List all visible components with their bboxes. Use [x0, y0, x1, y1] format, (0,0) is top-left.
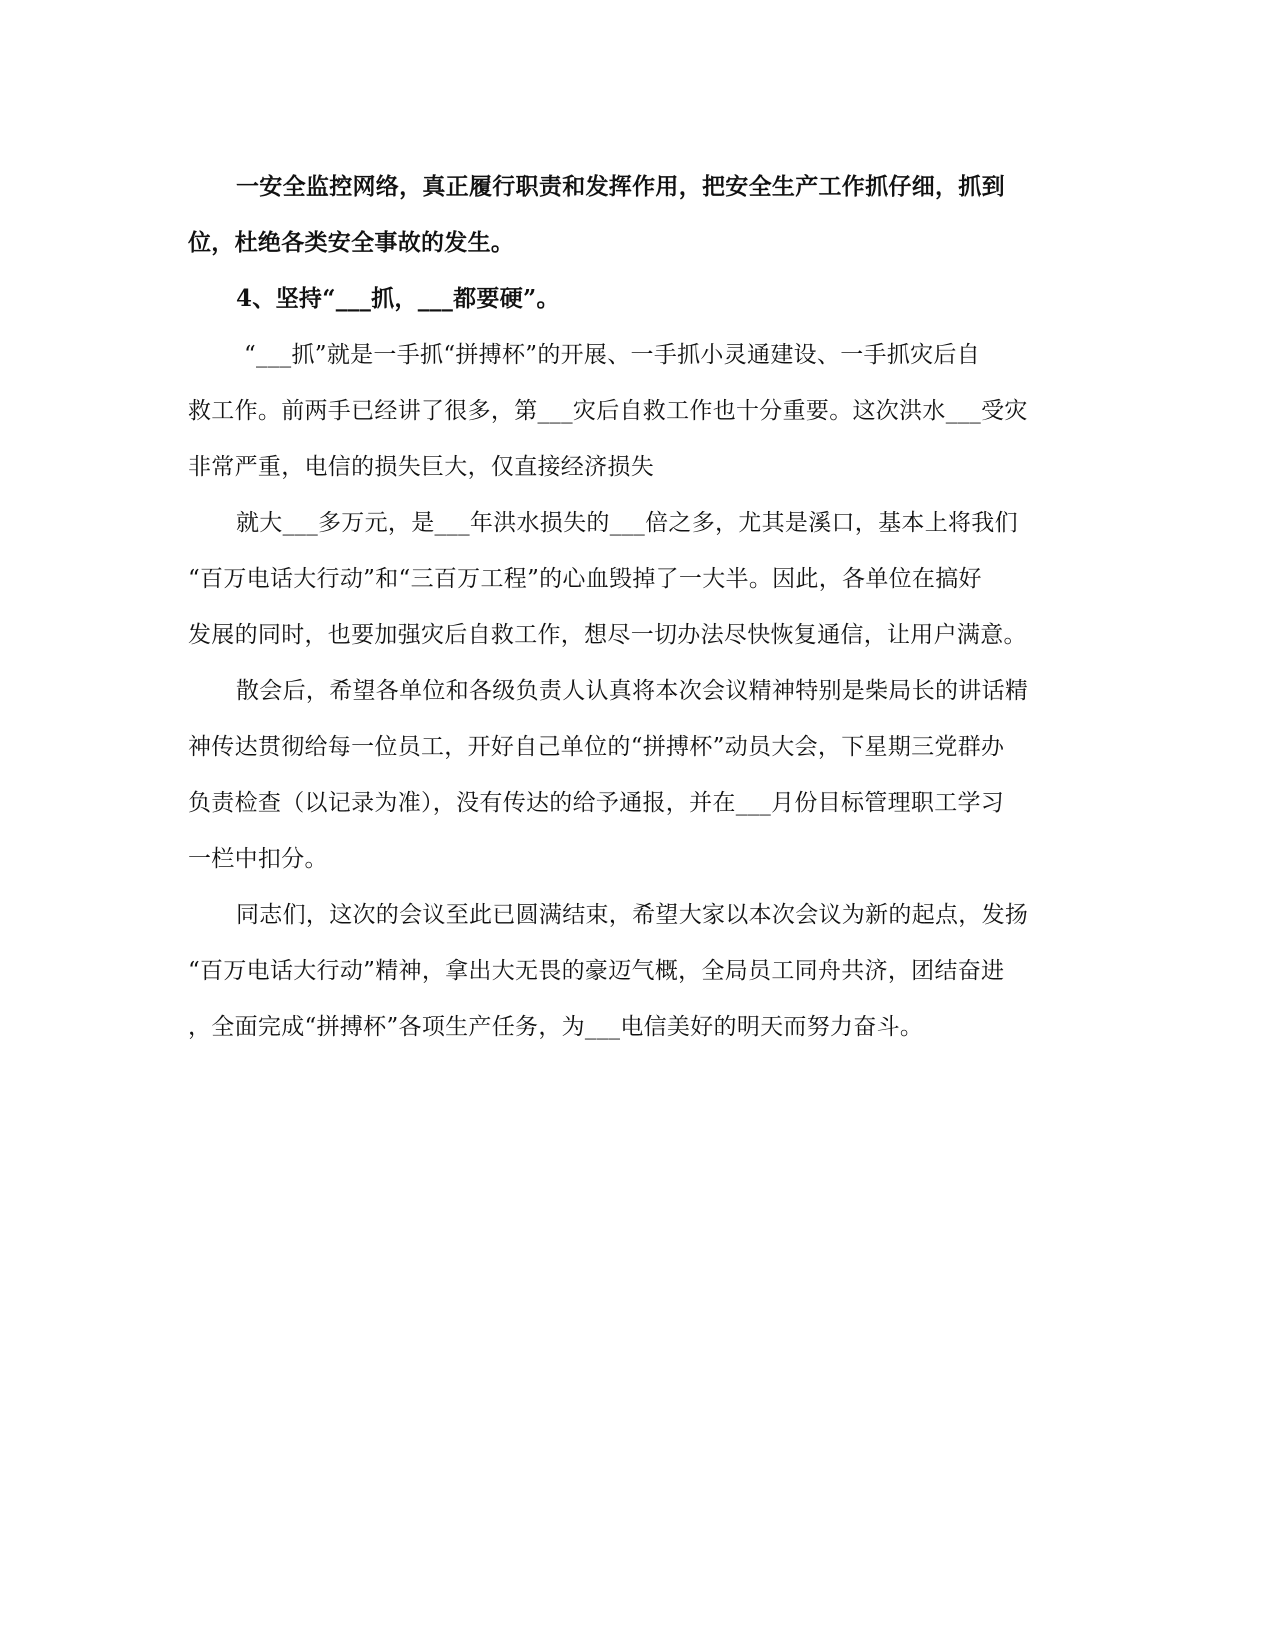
- paragraph-line: 负责检查（以记录为准），没有传达的给予通报，并在___月份目标管理职工学习: [188, 790, 1005, 816]
- paragraph-line: 位，杜绝各类安全事故的发生。: [188, 229, 515, 256]
- paragraph-line: “百万电话大行动”和“三百万工程”的心血毁掉了一大半。因此，各单位在搞好: [188, 566, 982, 592]
- paragraph-line: ，全面完成“拼搏杯”各项生产任务，为___电信美好的明天而努力奋斗。: [188, 1014, 924, 1040]
- paragraph-line: “百万电话大行动”精神，拿出大无畏的豪迈气概，全局员工同舟共济，团结奋进: [188, 958, 1005, 984]
- section-heading: 4、坚持“___抓，___都要硬”。: [236, 285, 560, 312]
- paragraph-line: 就大___多万元，是___年洪水损失的___倍之多，尤其是溪口，基本上将我们: [236, 510, 1018, 536]
- paragraph-line: 救工作。前两手已经讲了很多，第___灾后自救工作也十分重要。这次洪水___受灾: [188, 398, 1028, 424]
- paragraph-line: 神传达贯彻给每一位员工，开好自己单位的“拼搏杯”动员大会，下星期三党群办: [188, 734, 1005, 760]
- paragraph-line: “___抓”就是一手抓“拼搏杯”的开展、一手抓小灵通建设、一手抓灾后自: [244, 342, 981, 368]
- paragraph-line: 非常严重，电信的损失巨大，仅直接经济损失: [188, 454, 654, 480]
- paragraph-line: 一安全监控网络，真正履行职责和发挥作用，把安全生产工作抓仔细，抓到: [236, 173, 1005, 200]
- paragraph-line: 发展的同时，也要加强灾后自救工作，想尽一切办法尽快恢复通信，让用户满意。: [188, 622, 1027, 648]
- paragraph-line: 散会后，希望各单位和各级负责人认真将本次会议精神特别是柴局长的讲话精: [236, 678, 1029, 704]
- paragraph-line: 一栏中扣分。: [188, 846, 328, 872]
- paragraph-line: 同志们，这次的会议至此已圆满结束，希望大家以本次会议为新的起点，发扬: [236, 902, 1029, 928]
